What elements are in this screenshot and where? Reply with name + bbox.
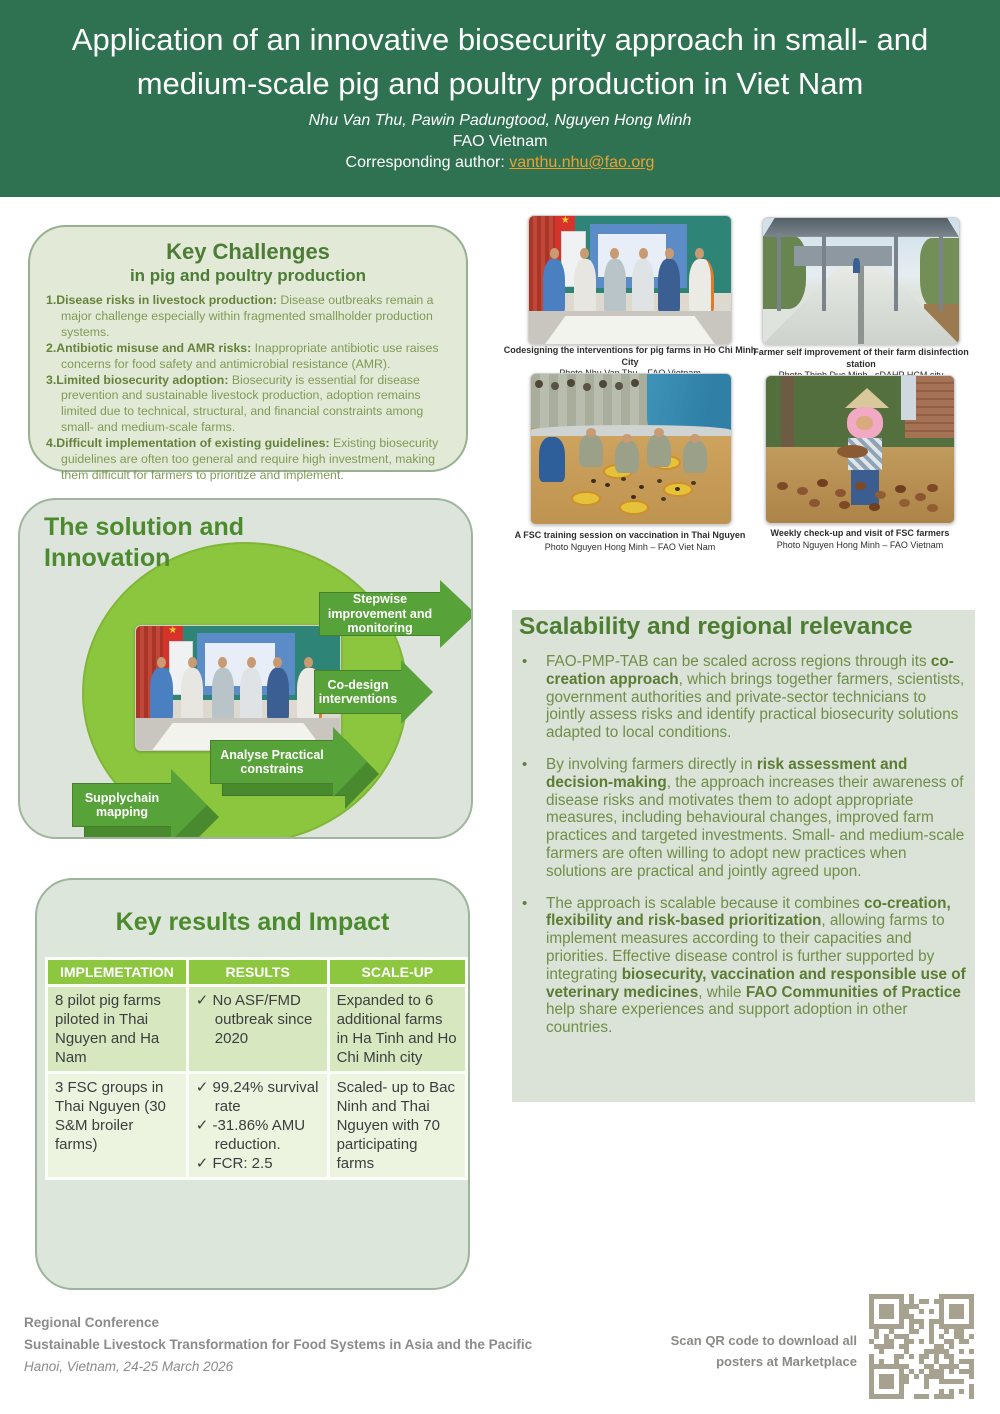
poster-title-line2: medium-scale pig and poultry production in Viet Nam	[136, 66, 864, 101]
challenge-item-3: 3.Limited biosecurity adoption: Biosecurity is essential for disease prevention and sustainable livestock production, adoption remains limited due to technical, structural, and financial constraints among small- and medium-scale farms.	[46, 372, 424, 435]
challenge-item-4: 4.Difficult implementation of existing guidelines: Existing biosecurity guidelines are often too general and require high investment, making them difficult for farmers to prioritize and implement.	[46, 436, 439, 482]
photo-caption-3	[502, 530, 758, 553]
fsc-training-photo	[530, 373, 732, 525]
conference-theme: Sustainable Livestock Transformation for Food Systems in Asia and the Pacific	[24, 1337, 533, 1352]
authors-line: Nhu Van Thu, Pawin Padungtood, Nguyen Hong Minh	[308, 112, 692, 129]
scalability-panel	[512, 610, 975, 1102]
key-results-box	[35, 878, 470, 1290]
qr-instruction-line2: posters at Marketplace	[716, 1354, 857, 1369]
photo-caption-4-credit: Photo Nguyen Hong Minh – FAO Vietnam	[776, 539, 944, 550]
results-table-header: RESULTS	[189, 960, 327, 984]
poster-title-line1: Application of an innovative biosecurity approach in small- and	[71, 22, 929, 57]
table-cell: Scaled- up to Bac Ninh and Thai Nguyen with 70 participating farms	[330, 1074, 465, 1177]
table-row	[48, 987, 465, 1071]
conference-name: Regional Conference	[24, 1315, 160, 1330]
results-table-header: SCALE-UP	[330, 960, 465, 984]
photo-caption-3-text: A FSC training session on vaccination in Thai Nguyen	[514, 530, 746, 540]
corresponding-email-link[interactable]: vanthu.nhu@fao.org	[509, 154, 655, 171]
scalability-title: Scalability and regional relevance	[519, 613, 913, 640]
supplychain-mapping-label: Supplychain mapping	[84, 790, 160, 819]
key-results-table	[45, 957, 468, 1180]
table-cell: Expanded to 6 additional farms in Ha Tinh and Ho Chi Minh city	[330, 987, 465, 1071]
key-challenges-title: Key Challenges	[166, 239, 330, 264]
scalability-bullet-1: • FAO-PMP-TAB can be scaled across regions through its co-creation approach, which brings together farmers, scientists, government authorities and private-sector technicians to jointly assess risks and identify practical biosecurity solutions adapted to local conditions.	[522, 653, 965, 742]
photo-caption-2-text: Farmer self improvement of their farm disinfection station	[753, 347, 969, 369]
scalability-bullet-3: • The approach is scalable because it combines co-creation, flexibility and risk-based prioritization, allowing farms to implement measures according to their capacities and priorities. Effective disease control is further supported by integrating biosecurity, vaccination and responsible use of veterinary medicines, while FAO Communities of Practice help share experiences and support adoption in other countries.	[522, 894, 966, 1037]
solution-title-line2: Innovation	[44, 544, 171, 572]
stepwise-improvement-label: Stepwise improvement and monitoring	[327, 592, 433, 636]
codesign-meeting-photo: ★	[528, 215, 732, 345]
solution-box	[18, 498, 473, 839]
qr-instruction-line1: Scan QR code to download all	[670, 1333, 857, 1348]
corresponding-line	[0, 154, 1000, 172]
codesign-meeting-photo-inset: ★	[135, 625, 341, 751]
scalability-bullets	[522, 653, 967, 1037]
key-results-title: Key results and Impact	[115, 908, 390, 936]
table-cell: ✓ No ASF/FMD outbreak since 2020	[189, 987, 327, 1071]
analyse-constraints-label: Analyse Practical constrains	[220, 747, 324, 776]
disinfection-station-photo	[762, 217, 960, 345]
stepwise-improvement-arrow	[319, 580, 473, 648]
table-cell: 8 pilot pig farms piloted in Thai Nguyen and Ha Nam	[48, 987, 186, 1071]
key-challenges-box	[28, 225, 468, 482]
results-table-header: IMPLEMETATION	[48, 960, 186, 984]
photo-caption-3-credit: Photo Nguyen Hong Minh – FAO Viet Nam	[544, 541, 716, 552]
corresponding-label: Corresponding author:	[345, 154, 510, 171]
table-cell: 3 FSC groups in Thai Nguyen (30 S&M broiler farms)	[48, 1074, 186, 1177]
scalability-bullet-2: • By involving farmers directly in risk assessment and decision-making, the approach increases their awareness of disease risks and motivates them to adopt appropriate measures, including behavioural changes, improved farm practices and targeted investments. Small- and medium-scale farmers are often willing to adopt new practices when solutions are practical and jointly agreed upon.	[522, 755, 965, 880]
challenge-item-2: 2.Antibiotic misuse and AMR risks: Inappropriate antibiotic use raises concerns for food safety and antimicrobial resistance (AMR).	[46, 340, 439, 371]
supplychain-mapping-arrow	[72, 769, 207, 839]
conference-date-location: Hanoi, Vietnam, 24-25 March 2026	[24, 1359, 234, 1374]
solution-title	[44, 512, 244, 574]
table-row	[48, 1074, 465, 1177]
poster-header	[0, 0, 1000, 197]
table-cell: ✓ 99.24% survival rate ✓ -31.86% AMU reduction. ✓ FCR: 2.5	[189, 1074, 327, 1177]
fsc-farmer-photo	[765, 375, 955, 524]
poster-title	[0, 18, 1000, 106]
photo-caption-1-text: Codesigning the interventions for pig farms in Ho Chi Minh City	[503, 345, 757, 367]
qr-code	[867, 1292, 977, 1402]
qr-instruction	[607, 1330, 857, 1372]
codesign-interventions-arrow	[314, 660, 433, 724]
key-challenges-subtitle: in pig and poultry production	[129, 266, 367, 285]
codesign-interventions-label: Co-design interventions	[318, 677, 398, 706]
photo-caption-4-text: Weekly check-up and visit of FSC farmers	[770, 528, 950, 538]
solution-title-line1: The solution and	[44, 513, 244, 541]
photo-caption-4	[744, 528, 976, 551]
analyse-constraints-arrow	[210, 727, 367, 797]
challenge-item-1: 1.Disease risks in livestock production: Disease outbreaks remain a major challenge especially within fragmented smallholder production systems.	[46, 293, 434, 339]
affiliation-line: FAO Vietnam	[452, 133, 548, 150]
key-challenges-list	[46, 293, 454, 484]
qr-code-grid	[869, 1294, 974, 1399]
